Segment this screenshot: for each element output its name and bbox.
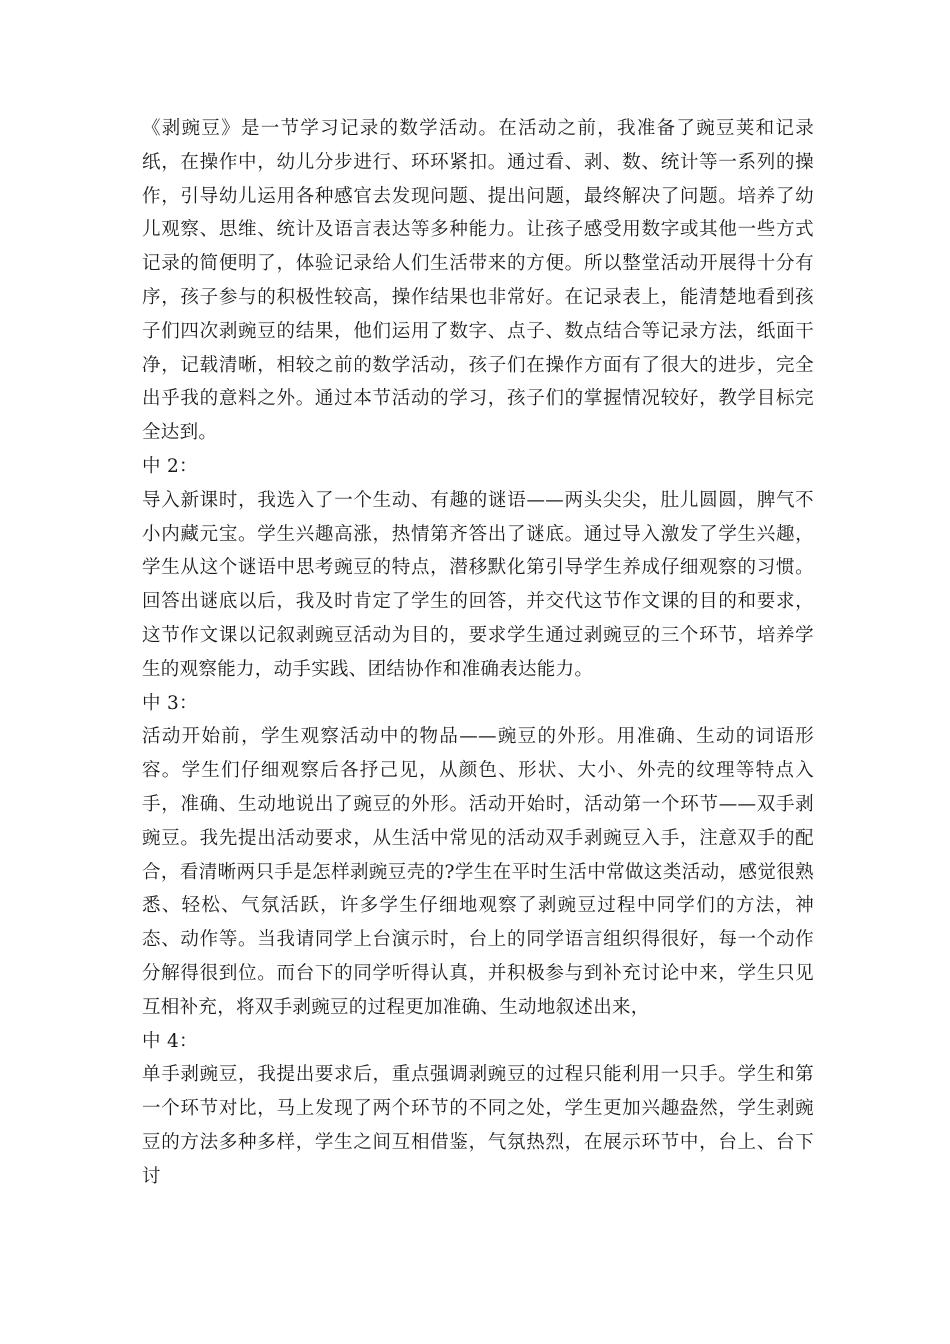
paragraph-section-4: 单手剥豌豆，我提出要求后，重点强调剥豌豆的过程只能利用一只手。学生和第一个环节对比，马上发现了两个环节的不同之处，学生更加兴趣盎然，学生剥豌豆的方法多种多样，学生之间互相借鉴，气氛热烈，在展示环节中，台上、台下讨 bbox=[142, 1064, 814, 1187]
section-heading-3: 中 3： bbox=[142, 692, 198, 714]
paragraph-section-3: 活动开始前，学生观察活动中的物品——豌豆的外形。用准确、生动的词语形容。学生们仔细观察后各抒己见，从颜色、形状、大小、外壳的纹理等特点入手，准确、生动地说出了豌豆的外形。活动开始时，活动第一个环节——双手剥豌豆。我先提出活动要求，从生活中常见的活动双手剥豌豆入手，注意双手的配合，看清晰两只手是怎样剥豌豆壳的?学生在平时生活中常做这类活动，感觉很熟悉、轻松、气氛活跃，许多学生仔细地观察了剥豌豆过程中同学们的方法，神态、动作等。当我请同学上台演示时，台上的同学语言组织得很好，每一个动作分解得很到位。而台下的同学听得认真，并积极参与到补充讨论中来，学生只见互相补充，将双手剥豌豆的过程更加准确、生动地叙述出来， bbox=[142, 726, 814, 1018]
section-heading-4: 中 4： bbox=[142, 1030, 198, 1052]
paragraph-intro: 《剥豌豆》是一节学习记录的数学活动。在活动之前，我准备了豌豆荚和记录纸，在操作中，幼儿分步进行、环环紧扣。通过看、剥、数、统计等一系列的操作，引导幼儿运用各种感官去发现问题、提出问题，最终解决了问题。培养了幼儿观察、思维、统计及语言表达等多种能力。让孩子感受用数字或其他一些方式记录的简便明了，体验记录给人们生活带来的方便。所以整堂活动开展得十分有序，孩子参与的积极性较高，操作结果也非常好。在记录表上，能清楚地看到孩子们四次剥豌豆的结果，他们运用了数字、点子、数点结合等记录方法，纸面干净，记载清晰，相较之前的数学活动，孩子们在操作方面有了很大的进步，完全出乎我的意料之外。通过本节活动的学习，孩子们的掌握情况较好，教学目标完全达到。 bbox=[142, 118, 814, 444]
section-heading-2: 中 2： bbox=[142, 455, 198, 477]
paragraph-section-2: 导入新课时，我选入了一个生动、有趣的谜语——两头尖尖，肚儿圆圆，脾气不小内藏元宝。学生兴趣高涨，热情第齐答出了谜底。通过导入激发了学生兴趣，学生从这个谜语中思考豌豆的特点，潜移默化第引导学生养成仔细观察的习惯。回答出谜底以后，我及时肯定了学生的回答，并交代这节作文课的目的和要求，这节作文课以记叙剥豌豆活动为目的，要求学生通过剥豌豆的三个环节，培养学生的观察能力，动手实践、团结协作和准确表达能力。 bbox=[142, 489, 814, 680]
document-body bbox=[142, 112, 814, 1194]
